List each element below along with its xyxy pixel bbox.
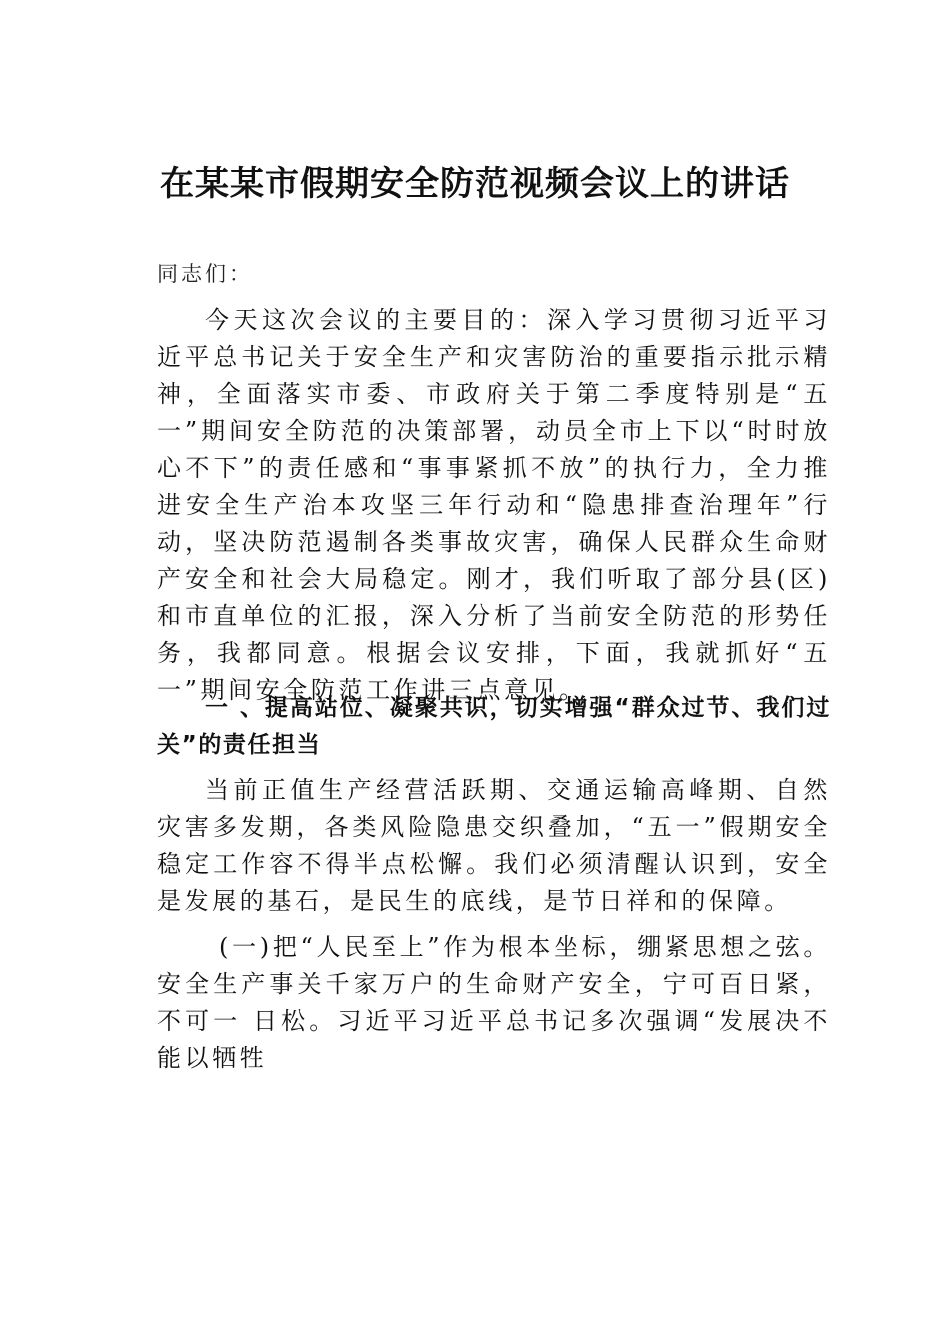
body-paragraph-situation xyxy=(157,772,831,920)
section-heading-text: 一 、提高站位、凝聚共识，切实增强“群众过节、我们过关”的责任担当 xyxy=(157,695,831,758)
paragraph-text: 今天这次会议的主要目的：深入学习贯彻习近平习近平总书记关于安全生产和灾害防治的重要指示批示精神，全面落实市委、市政府关于第二季度特别是“五一”期间安全防范的决策部署，动员全市上下以“时时放心不下”的责任感和“事事紧抓不放”的执行力，全力推进安全生产治本攻坚三年行动和“隐患排查治理年”行动，坚决防范遏制各类事故灾害，确保人民群众生命财产安全和社会大局稳定。刚才，我们听取了部分县(区)和市直单位的汇报，深入分析了当前安全防范的形势任务，我都同意。根据会议安排，下面，我就抓好“五一”期间安全防范工作讲三点意见。 xyxy=(157,306,831,704)
paragraph-text: (一)把“人民至上”作为根本坐标，绷紧思想之弦。安全生产事关千家万户的生命财产安全，宁可百日紧，不可一 日松。习近平习近平总书记多次强调“发展决不能以牺牲 xyxy=(157,933,831,1072)
paragraph-text: 当前正值生产经营活跃期、交通运输高峰期、自然灾害多发期，各类风险隐患交织叠加，“五一”假期安全稳定工作容不得半点松懈。我们必须清醒认识到，安全是发展的基石，是民生的底线，是节日祥和的保障。 xyxy=(157,776,831,915)
salutation: 同志们： xyxy=(157,262,253,286)
section-heading-1 xyxy=(157,690,831,764)
document-title: 在某某市假期安全防范视频会议上的讲话 xyxy=(160,164,790,204)
body-paragraph-subpoint-1 xyxy=(157,929,831,1077)
body-paragraph-intro xyxy=(157,302,831,709)
